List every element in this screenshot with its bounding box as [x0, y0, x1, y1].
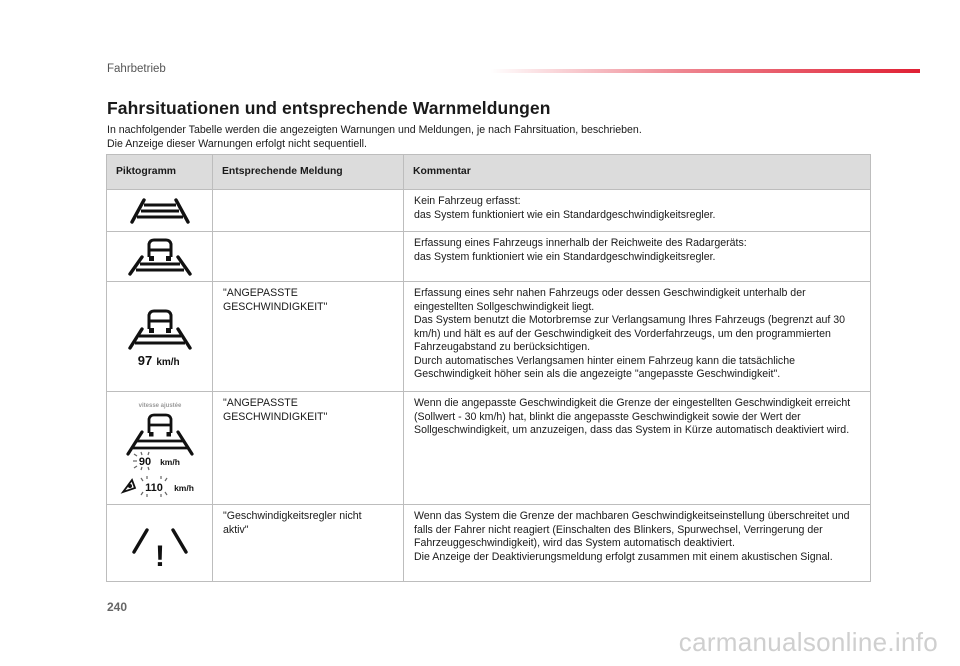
lane-lines-icon — [120, 196, 200, 226]
set-speed-unit: km/h — [173, 483, 194, 493]
speed-unit: km/h — [155, 356, 180, 368]
blinking-speed-icon — [114, 398, 206, 498]
message-cell: "Geschwindigkeitsregler nicht aktiv" — [213, 505, 404, 582]
vehicle-speed-97-icon — [118, 305, 202, 369]
vehicle-in-lane-icon — [120, 237, 200, 277]
section-label: Fahrbetrieb — [107, 63, 166, 75]
comment-cell: Erfassung eines Fahrzeugs innerhalb der Reichweite des Radargeräts: das System funktioniert wie ein Standardgeschwindigkeitsregler. — [404, 232, 871, 282]
pictogram-cell — [107, 505, 213, 582]
watermark: carmanualsonline.info — [678, 627, 938, 657]
table-row — [107, 190, 871, 232]
comment-cell: Wenn die angepasste Geschwindigkeit die Grenze der eingestellten Geschwindigkeit erreicht (Sollwert - 30 km/h) hat, blinkt die angepasste Geschwindigkeit sowie der Wert der Sollgeschwindigkeit, um anzuzeigen, dass das System in Kürze automatisch deaktiviert wird. — [404, 392, 871, 505]
adjusted-speed-value: 90 — [138, 456, 151, 468]
intro-text — [107, 124, 867, 151]
intro-line-1: In nachfolgender Tabelle werden die angezeigten Warnungen und Meldungen, je nach Fahrsituation, beschrieben. — [107, 124, 642, 136]
pictogram-cell — [107, 392, 213, 505]
table-row — [107, 505, 871, 582]
header-comment: Kommentar — [404, 155, 871, 190]
adjusted-speed-label: vitesse ajustée — [138, 403, 181, 409]
message-cell: "ANGEPASSTE GESCHWINDIGKEIT" — [213, 392, 404, 505]
intro-line-2: Die Anzeige dieser Warnungen erfolgt nicht sequentiell. — [107, 137, 367, 150]
table-row — [107, 282, 871, 392]
page-title: Fahrsituationen und entsprechende Warnmeldungen — [107, 98, 551, 118]
table-row — [107, 392, 871, 505]
page-number: 240 — [107, 600, 128, 614]
exclamation-mark: ! — [154, 540, 165, 568]
comment-cell: Erfassung eines sehr nahen Fahrzeugs oder dessen Geschwindigkeit unterhalb der eingestellten Sollgeschwindigkeit liegt. Das System benutzt die Motorbremse zur Verlangsamung Ihres Fahrzeugs (begrenzt auf 30 km/h) und hält es auf der Geschwindigkeit des Vorderfahrzeugs, um den programmierten Fahrzeugabstand zu berücksichtigen. Durch automatisches Verlangsamen hinter einem Fahrzeug kann die tatsächliche Geschwindigkeit höher sein als die angezeigte "angepasste Geschwindigkeit". — [404, 282, 871, 392]
pictogram-cell — [107, 190, 213, 232]
message-cell — [213, 232, 404, 282]
adjusted-speed-unit: km/h — [159, 457, 180, 467]
header-message: Entsprechende Meldung — [213, 155, 404, 190]
speed-value: 97 — [137, 352, 152, 368]
pictogram-cell — [107, 232, 213, 282]
warning-exclamation-icon — [120, 518, 200, 568]
message-cell: "ANGEPASSTE GESCHWINDIGKEIT" — [213, 282, 404, 392]
set-speed-value: 110 — [144, 482, 163, 494]
header-pictogram: Piktogramm — [107, 155, 213, 190]
pictogram-cell — [107, 282, 213, 392]
message-cell — [213, 190, 404, 232]
comment-cell: Wenn das System die Grenze der machbaren Geschwindigkeitseinstellung überschreitet und falls der Fahrer nicht reagiert (Einschalten des Blinkers, Spurwechsel, Verringerung der Fahrzeuggeschwindigkeit), wird das System automatisch deaktiviert. Die Anzeige der Deaktivierungsmeldung erfolgt zusammen mit einem akustischen Signal. — [404, 505, 871, 582]
header-accent-rule — [490, 69, 920, 73]
table-row — [107, 232, 871, 282]
comment-cell: Kein Fahrzeug erfasst: das System funktioniert wie ein Standardgeschwindigkeitsregler. — [404, 190, 871, 232]
table-header-row — [107, 155, 871, 190]
warning-messages-table — [106, 154, 871, 582]
